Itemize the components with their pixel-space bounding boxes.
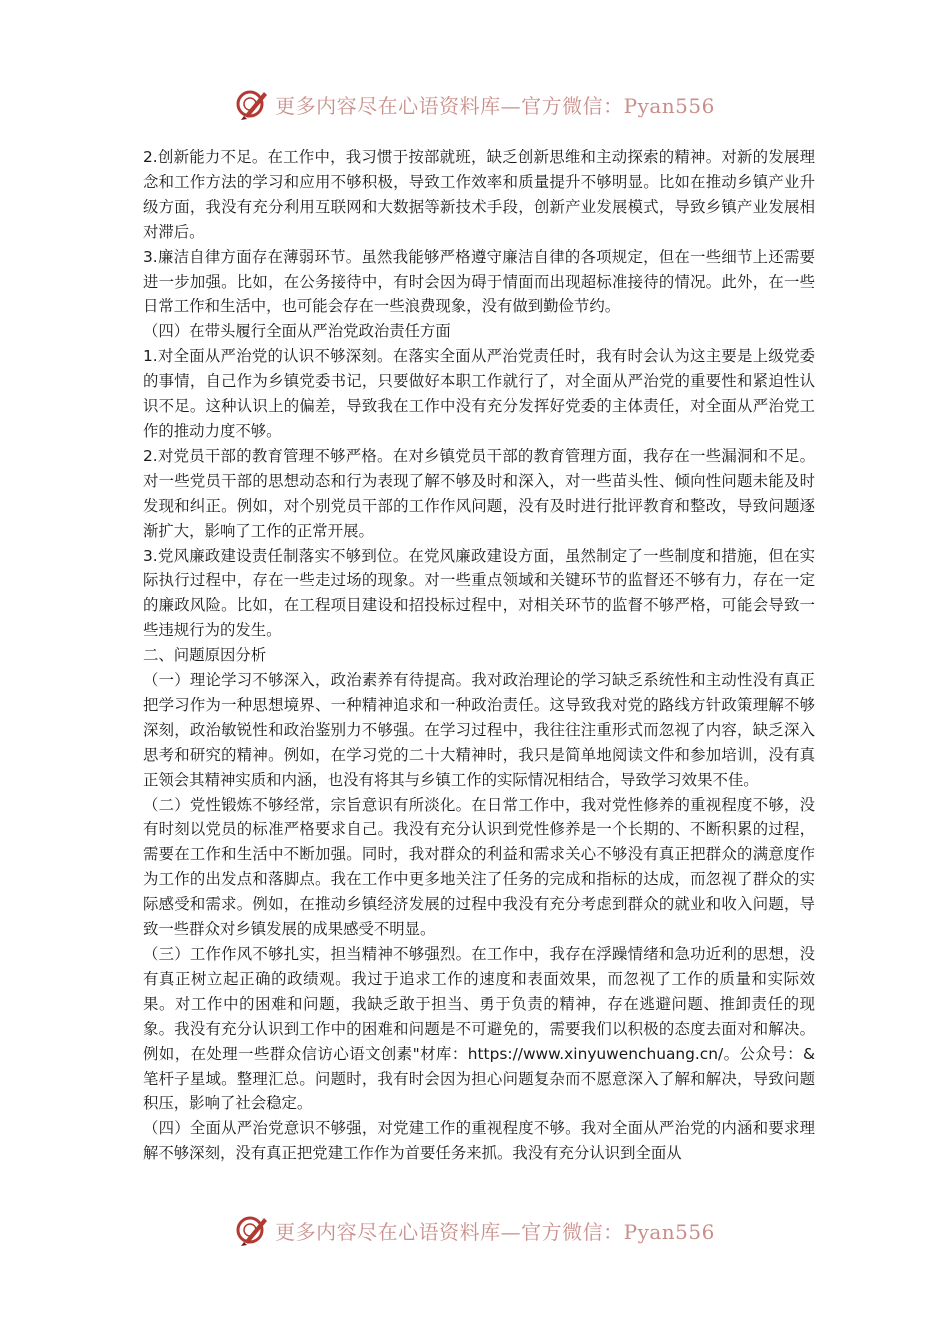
paragraph: （四）全面从严治党意识不够强，对党建工作的重视程度不够。我对全面从严治党的内涵和要求理解不够深刻，没有真正把党建工作作为首要任务来抓。我没有充分认识到全面从 <box>143 1119 815 1163</box>
paragraph: 3.廉洁自律方面存在薄弱环节。虽然我能够严格遵守廉洁自律的各项规定，但在一些细节上还需要进一步加强。比如，在公务接待中，有时会因为碍于情面而出现超标准接待的情况。此外，在一些日常工作和生活中，也可能会存在一些浪费现象，没有做到勤俭节约。 <box>143 247 815 316</box>
paragraph: 1.对全面从严治党的认识不够深刻。在落实全面从严治党责任时，我有时会认为这主要是上级党委的事情，自己作为乡镇党委书记，只要做好本职工作就行了，对全面从严治党的重要性和紧迫性认识不足。这种认识上的偏差，导致我在工作中没有充分发挥好党委的主体责任，对全面从严治党工作的推动力度不够。 <box>143 347 815 440</box>
paragraph: 2.对党员干部的教育管理不够严格。在对乡镇党员干部的教育管理方面，我存在一些漏洞和不足。对一些党员干部的思想动态和行为表现了解不够及时和深入，对一些苗头性、倾向性问题未能及时发现和纠正。例如，对个别党员干部的工作作风问题，没有及时进行批评教育和整改，导致问题逐渐扩大，影响了工作的正常开展。 <box>143 446 815 540</box>
watermark-text: 更多内容尽在心语资料库—官方微信：Pyan556 <box>275 1219 715 1244</box>
paragraph: （二）党性锻炼不够经常，宗旨意识有所淡化。在日常工作中，我对党性修养的重视程度不够，没有时刻以党员的标准严格要求自己。我没有充分认识到党性修养是一个长期的、不断积累的过程，需要在工作和生活中不断加强。同时，我对群众的利益和需求关心不够没有真正把群众的满意度作为工作的出发点和落脚点。我在工作中更多地关注了任务的完成和指标的达成，而忽视了群众的实际感受和需求。例如，在推动乡镇经济发展的过程中我没有充分考虑到群众的就业和收入问题，导致一些群众对乡镇发展的成果感受不明显。 <box>143 795 815 939</box>
footer-watermark-banner <box>0 1206 950 1254</box>
document-body <box>143 145 815 1166</box>
paragraph: （三）工作作风不够扎实，担当精神不够强烈。在工作中，我存在浮躁情绪和急功近利的思想，没有真正树立起正确的政绩观。我过于追求工作的速度和表面效果，而忽视了工作的质量和实际效果。对工作中的困难和问题，我缺乏敢于担当、勇于负责的精神，存在逃避问题、推卸责任的现象。我没有充分认识到工作中的困难和问题是不可避免的，需要我们以积极的态度去面对和解决。例如，在处理一些群众信访心语文创素"材库：https://www.xinyuwenchuang.cn/。公众号：&笔杆子星域。整理汇总。问题时，我有时会因为担心问题复杂而不愿意深入了解和解决，导致问题积压，影响了社会稳定。 <box>143 945 815 1113</box>
section-heading: （四）在带头履行全面从严治党政治责任方面 <box>143 322 451 341</box>
paragraph: （一）理论学习不够深入，政治素养有待提高。我对政治理论的学习缺乏系统性和主动性没有真正把学习作为一种思想境界、一种精神追求和一种政治责任。这导致我对党的路线方针政策理解不够深刻，政治敏锐性和政治鉴别力不够强。在学习过程中，我往往注重形式而忽视了内容，缺乏深入思考和研究的精神。例如，在学习党的二十大精神时，我只是简单地阅读文件和参加培训，没有真正领会其精神实质和内涵，也没有将其与乡镇工作的实际情况相结合，导致学习效果不佳。 <box>143 671 815 789</box>
pen-logo-icon <box>235 1213 269 1247</box>
paragraph: 2.创新能力不足。在工作中，我习惯于按部就班，缺乏创新思维和主动探索的精神。对新的发展理念和工作方法的学习和应用不够积极，导致工作效率和质量提升不够明显。比如在推动乡镇产业升级方面，我没有充分利用互联网和大数据等新技术手段，创新产业发展模式，导致乡镇产业发展相对滞后。 <box>143 148 815 241</box>
header-watermark-banner <box>0 80 950 128</box>
paragraph: 3.党风廉政建设责任制落实不够到位。在党风廉政建设方面，虽然制定了一些制度和措施，但在实际执行过程中，存在一些走过场的现象。对一些重点领域和关键环节的监督还不够有力，存在一定的廉政风险。比如，在工程项目建设和招投标过程中，对相关环节的监督不够严格，可能会导致一些违规行为的发生。 <box>143 546 815 640</box>
pen-logo-icon <box>235 87 269 121</box>
section-heading: 二、问题原因分析 <box>143 646 267 665</box>
watermark-text: 更多内容尽在心语资料库—官方微信：Pyan556 <box>275 93 715 118</box>
